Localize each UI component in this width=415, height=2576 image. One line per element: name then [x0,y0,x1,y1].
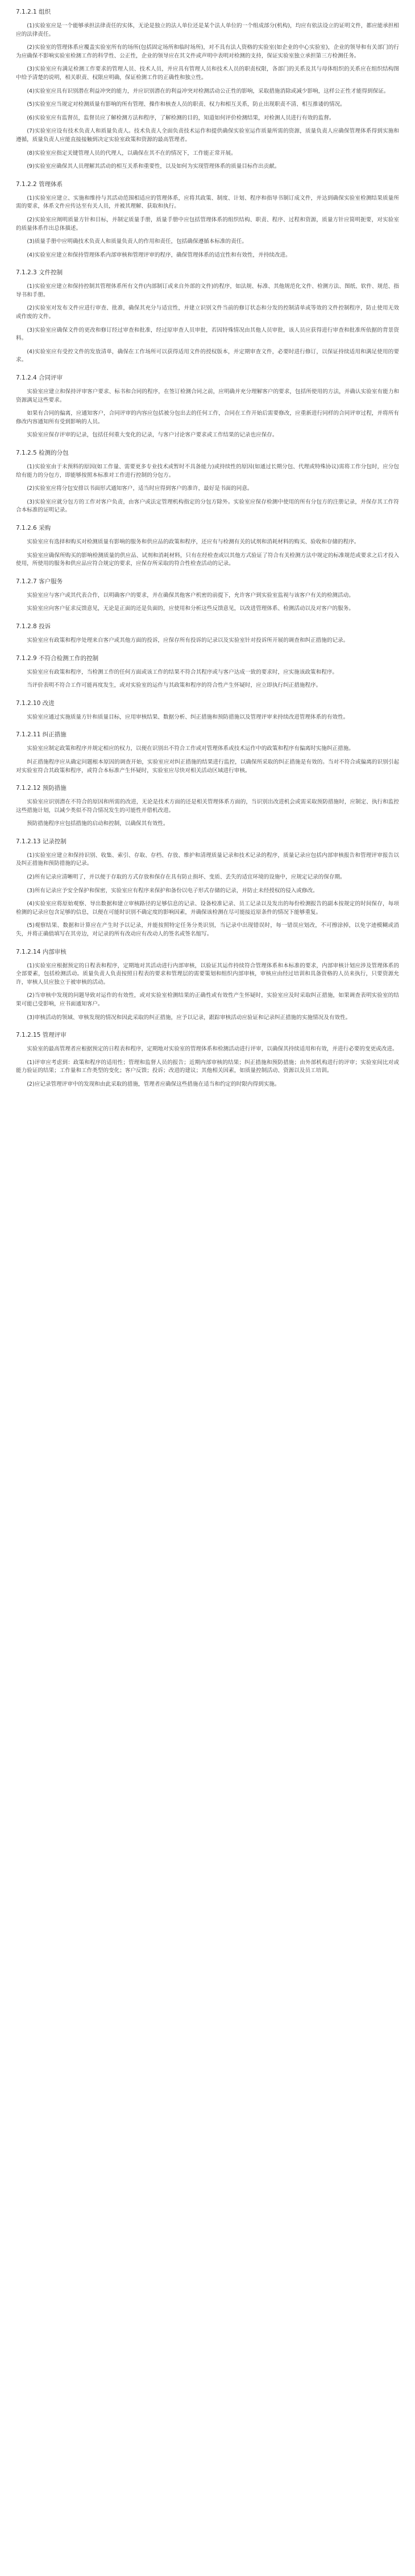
paragraph: 实验室应与客户或其代表合作，以明确客户的要求，并在确保其他客户机密的前提下，允许客户到实验室监视与该客户有关的检测活动。 [27,592,354,599]
paragraph: 实验室应保存评审的记录，包括任何重大变化的记录，与客户讨论客户要求或工作结果的记录也应保存。 [27,432,278,439]
paragraph: (1)实验室应建立和保持识别、收集、索引、存取、存档、存放、维护和清理质量记录和技术记录的程序，质量记录应包括内部审核报告和管理评审报告以及纠正措施和预防措施的记录。 [16,852,399,867]
paragraph: 如果有合同的偏离，应通知客户，合同评审的内容应包括被分包出去的任何工作，合同在工作开始后需要修改，应重新进行同样的合同评审过程，并将所有修改内容通知所有受到影响的人员。 [16,410,399,425]
paragraph: 实验室应有政策和程序，当检测工作的任何方面或该工作的结果不符合其程序或与客户达成一致的要求时，应实施该政策和程序。 [27,669,338,675]
paragraph: (3)实验室应有满足检测工作要求的管理人员、技术人员，并应具有管理人员和技术人员的职责权限，各部门的关系及其与母体组织的关系应在组织结构图中给予清楚的说明，相关职责、权限应明确，保证检测工作的正确性和独立性。 [16,66,399,81]
paragraph: (2)实验室应阐明质量方针和目标，并制定质量手册，质量手册中应包括管理体系的组织结构、职责、程序、过程和资源，质量方针应简明扼要，对实验室的质量体系作出总体描述。 [16,216,399,232]
section-heading: 7.1.2.13 记录控制 [16,838,67,845]
paragraph: (4)实验室应将原始观察、导出数据和建立审核路径的足够信息的记录、设备校准记录、员工记录以及发出的每份检测报告的副本按规定的时间保存，每项检测的记录应包含足够的信息，以便在可能时识别不确定度的影响因素，并确保该检测在尽可能接近原条件的情况下能够重复。 [16,901,399,916]
paragraph: 实验室的最高管理者应根据预定的日程表和程序，定期地对实验室的管理体系和检测活动进行评审，以确保其持续适用和有效，并进行必要的变更或改进。 [27,1046,398,1053]
section-heading: 7.1.2.3 文件控制 [16,269,63,277]
paragraph: (4)实验室应具有识别潜在利益冲突的能力，并应识别潜在的利益冲突对检测活动公正性的影响，采取措施消除或减少影响，这样公正性才能得到保证。 [27,88,389,94]
paragraph: (2)应记录管理评审中的发现和由此采取的措施，管理者应确保这些措施在适当和约定的时限内得到实施。 [27,1081,280,1087]
paragraph: 实验室应有选择和购买对检测质量有影响的服务和供应品的政策和程序，还应有与检测有关的试剂和消耗材料的购买、验收和存储的程序。 [27,538,360,545]
document-page [0,0,415,1089]
paragraph: (3)实验室应确保文件的更改和修订经过审查和批准，经过原审查人员审批，若因特殊情况由其他人员审批，该人员应获得进行审查和批准所依据的背景资料。 [16,327,399,342]
paragraph: (1)实验室由于未预料的原因(如工作量、需要更多专业技术或暂时不具备能力)或持续性的原因(如通过长期分包、代理或特殊协议)需将工作分包时，应分包给有能力的分包方，即能够按照本标准对工作进行控制的分包方。 [16,464,399,479]
paragraph: (7)实验室应设有技术负责人和质量负责人。技术负责人全面负责技术运作和提供确保实验室运作质量所需的资源，质量负责人应确保管理体系得到实施和遵循，质量负责人应能直接接触到决定实验室政策和资源的最高管理者。 [16,128,399,143]
section-heading: 7.1.2.6 采购 [16,524,51,531]
paragraph: (6)实验室应有监督员，监督员应了解检测方法和程序，了解检测的目的，知道如何评价检测结果，对检测人员进行有效的监督。 [27,114,335,121]
paragraph: (1)实验室应是一个能够承担法律责任的实体，无论是独立的法人单位还是某个法人单位的一个组成部分(机构)，均应有依法设立的证明文件，都应能承担相应的法律责任。 [16,23,399,38]
paragraph: 实验室应确保所购买的影响检测质量的供应品、试剂和消耗材料，只有在经检查或以其他方式验证了符合有关检测方法中规定的标准规范或要求之后才投入使用，所使用的服务和供应品应符合规定的要求，应保存所采取的符合性检查活动的记录。 [16,552,399,567]
paragraph: (5)实验室应当规定对检测质量有影响的所有管理、操作和核查人员的职责、权力和相互关系，防止出现职责不清、相互推诿的情况。 [27,101,346,108]
section-heading: 7.1.2.15 管理评审 [16,1032,67,1039]
paragraph: (2)所有记录应清晰明了，并以便于存取的方式存放和保存在具有防止损坏、变质、丢失的适宜环境的设施中，应规定记录的保存期。 [27,874,346,881]
paragraph: (3)质量手册中应明确技术负责人和质量负责人的作用和责任，包括确保遵循本标准的责任。 [27,238,247,245]
section-heading: 7.1.2.4 合同评审 [16,374,63,382]
paragraph: (2)实验室的管理体系应覆盖实验室所有的场所(包括固定场所和临时场所)，对不具有法人资格的实验室(如企业的中心实验室)，企业的领导和有关部门的行为应确保不影响实验室检测工作的科学性、公正性，企业的领导应在其文件或声明中表明对检测的支持，保证实验室独立承担第三方检测任务。 [16,44,399,59]
paragraph: 实验室应向客户征求反馈意见，无论是正面的还是负面的，应使用和分析这些反馈意见，以改进管理体系、检测活动以及对客户的服务。 [27,605,354,612]
paragraph: (1)实验室应建立和保持控制其管理体系所有文件(内部制订或来自外部的文件)的程序，如法规、标准、其他规范化文件、检测方法、图纸、软件、规范、指导书和手册。 [16,283,399,298]
paragraph: 实验室应建立和保持评审客户要求、标书和合同的程序，在签订检测合同之前，应明确并充分理解客户的要求，包括所使用的方法，并确认实验室有能力和资源满足这些要求。 [16,389,399,403]
section-heading: 7.1.2.9 不符合检测工作的控制 [16,654,99,662]
paragraph: 实验室应通过实施质量方针和质量目标，应用审核结果、数据分析、纠正措施和预防措施以及管理评审来持续改进管理体系的有效性。 [27,714,349,720]
section-heading: 7.1.2.10 改进 [16,699,55,707]
paragraph: (5)观察结果、数据和计算应在产生时予以记录，并能按照特定任务分类识别，当记录中出现错误时，每一错误应划改，不可擦涂掉，以免字迹模糊或消失，并将正确值填写在其旁边，对记录的所有改动应有改动人的签名或签名缩写。 [16,922,399,938]
paragraph: (1)评审应考虑到：政策和程序的适用性；管理和监督人员的报告；近期内部审核的结果；纠正措施和预防措施；由外部机构进行的评审；实验室间比对或能力验证的结果；工作量和工作类型的变化；客户反馈；投诉；改进的建议；其他相关因素，如质量控制活动、资源以及员工培训。 [16,1059,399,1074]
paragraph: (1)实验室应建立、实施和维持与其活动范围相适应的管理体系，应将其政策、制度、计划、程序和指导书制订成文件，并达到确保实验室检测结果质量所需的要求，体系文件应传达至有关人员，并被其理解、获取和执行。 [16,195,399,210]
paragraph: (8)实验室应指定关键管理人员的代理人，以确保在其不在的情况下，工作能正常开展。 [27,150,236,156]
section-heading: 7.1.2.7 客户服务 [16,578,63,585]
paragraph: (3)实验室应就分包方的工作对客户负责，由客户或法定管理机构指定的分包方除外。实验室应保存检测中使用的所有分包方的注册记录，并保存其工作符合本标准的证明记录。 [16,498,399,514]
paragraph: 实验室应有政策和程序处理来自客户或其他方面的投诉，应保存所有投诉的记录以及实验室针对投诉所开展的调查和纠正措施的记录。 [27,637,349,644]
paragraph: 纠正措施程序应从确定问题根本原因的调查开始，实验室应对纠正措施的结果进行监控，以确保所采取的纠正措施是有效的。当对不符合或偏离的识别引起对实验室符合其政策和程序，或符合本标准产生怀疑时，实验室应尽快对相关活动区域进行审核。 [16,759,399,774]
paragraph: 实验室应识别潜在不符合的原因和所需的改进，无论是技术方面的还是相关管理体系方面的，当识别出改进机会或需采取预防措施时，应制定、执行和监控这些措施计划，以减少类似不符合情况发生的可能性并借机改进。 [16,799,399,814]
paragraph: 当评价表明不符合工作可能再度发生，或对实验室的运作与其政策和程序的符合性产生怀疑时，应立即执行纠正措施程序。 [27,682,322,689]
paragraph: (9)实验室应确保其人员理解其活动的相互关系和重要性，以及如何为实现管理体系的质量目标作出贡献。 [27,163,280,170]
paragraph: (2)实验室应将分包安排以书面形式通知客户，适当时应得到客户的准许，最好是书面的同意。 [27,485,253,492]
paragraph: (2)当审核中发现的问题导致对运作的有效性，或对实验室检测结果的正确性或有效性产生怀疑时，实验室应及时采取纠正措施，如果调查表明实验室的结果可能已受影响，应书面通知客户。 [16,992,399,1007]
paragraph: (4)实验室应建立和保持管理体系内部审核和管理评审的程序，确保管理体系的适宜性和有效性，并持续改进。 [27,252,291,258]
paragraph: (4)实验室应有受控文件的发放清单，确保在工作场所可以获得适用文件的授权版本，并定期审查文件，必要时进行修订，以保证持续适用和满足使用的要求。 [16,348,399,364]
paragraph: (3)所有记录应予安全保护和保密，实验室应有程序来保护和备份以电子形式存储的记录，并防止未经授权的侵入或修改。 [27,887,318,894]
section-heading: 7.1.2.11 纠正措施 [16,731,67,739]
section-heading: 7.1.2.5 检测的分包 [16,450,69,456]
section-heading: 7.1.2.14 内部审核 [16,948,67,955]
paragraph: (3)审核活动的领域、审核发现的情况和因此采取的纠正措施，应予以记录，跟踪审核活动应验证和记录纠正措施的实施情况及有效性。 [27,1014,351,1021]
section-heading: 7.1.2.12 预防措施 [16,785,67,792]
section-heading: 7.1.2.2 管理体系 [16,180,63,188]
paragraph: (1)实验室应根据预定的日程表和程序，定期地对其活动进行内部审核，以验证其运作持续符合管理体系和本标准的要求，内部审核计划应涉及管理体系的全部要素，包括检测活动。质量负责人负责按照日程表的要求和管理层的需要策划和组织内部审核，审核应由经过培训和具备资格的人员来执行，只要资源允许，审核人员应独立于被审核的活动。 [16,962,399,986]
section-heading: 7.1.2.8 投诉 [16,623,51,630]
paragraph: (2)实验室对发布文件应进行审查、批准，确保其充分与适宜性，并建立识别文件当前的修订状态和分发的控制清单或等效的文件控制程序，防止使用无效或作废的文件。 [16,305,399,320]
paragraph: 预防措施程序应包括措施的启动和控制，以确保其有效性。 [27,821,169,827]
paragraph: 实验室应制定政策和程序并规定相应的权力，以便在识别出不符合工作或对管理体系或技术运作中的政策和程序有偏离时实施纠正措施。 [27,745,354,752]
section-heading: 7.1.2.1 组织 [16,9,51,15]
